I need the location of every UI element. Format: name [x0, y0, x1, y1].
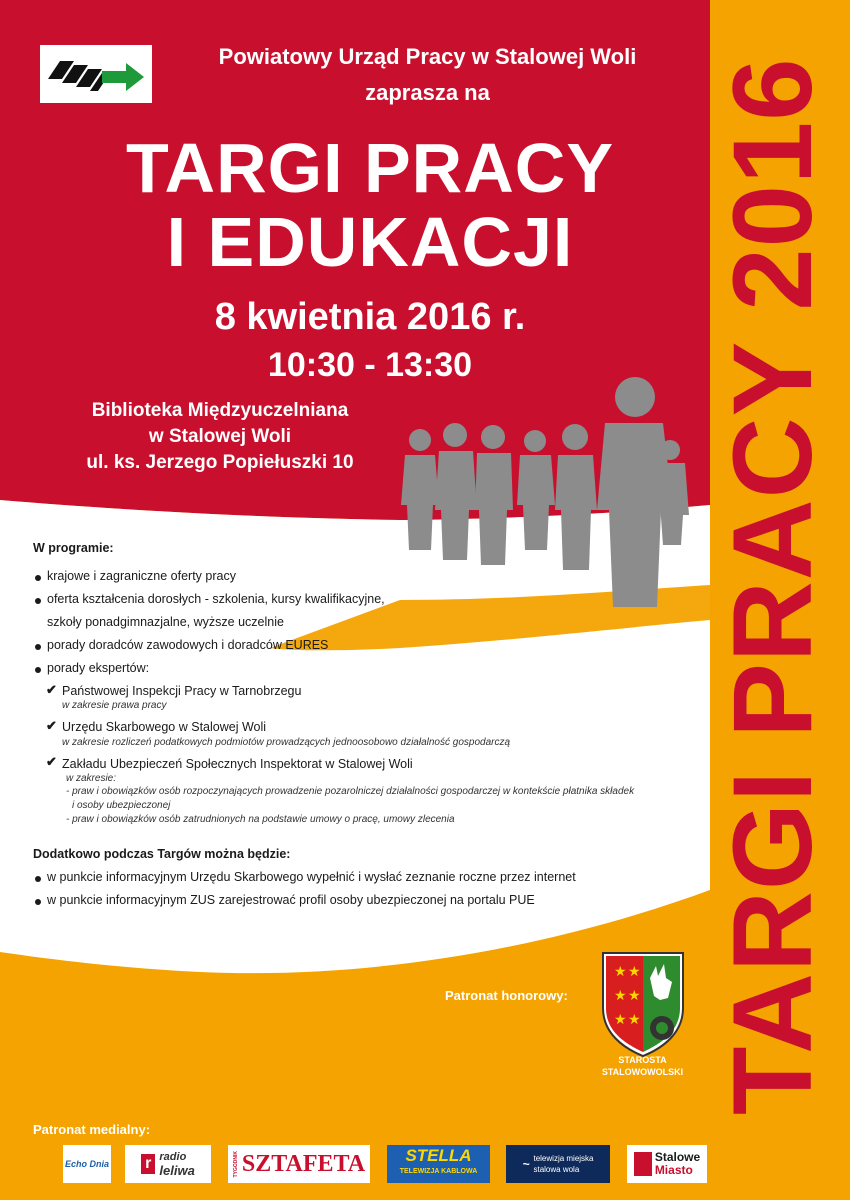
expert-note: w zakresie rozliczeń podatkowych podmiotów prowadzących jednoosobowo działalność gospodarczą	[62, 737, 511, 748]
program-item-continued: szkoły ponadgimnazjalne, wyższe uczelnie	[47, 615, 284, 629]
patron-name-line2: STALOWOWOLSKI	[601, 1067, 684, 1077]
event-hours: 10:30 - 13:30	[267, 346, 473, 384]
radio-r-icon: r	[141, 1154, 155, 1174]
stalowe-miasto-logo	[627, 1145, 707, 1183]
expert-name: Urzędu Skarbowego w Stalowej Woli	[62, 720, 267, 734]
expert-name: Zakładu Ubezpieczeń Społecznych Inspektorat w Stalowej Woli	[62, 757, 413, 771]
bullet-icon	[35, 598, 41, 604]
expert-note: w zakresie prawa pracy	[62, 700, 167, 711]
svg-text:★: ★	[628, 964, 641, 980]
event-date: 8 kwietnia 2016 r.	[214, 296, 526, 338]
expert-name: Państwowej Inspekcji Pracy w Tarnobrzegu	[62, 684, 302, 698]
radio-name: leliwa	[159, 1163, 195, 1178]
stella-subtext: TELEWIZJA KABLOWA	[399, 1168, 478, 1175]
patron-name-line1: STAROSTA	[618, 1055, 667, 1065]
echo-dnia-logo	[63, 1145, 111, 1183]
bullet-icon	[35, 876, 41, 882]
additional-item: w punkcie informacyjnym Urzędu Skarbowego wypełnić i wysłać zeznanie roczne przez internet	[47, 870, 576, 884]
radio-leliwa-logo	[125, 1145, 211, 1183]
program-item: porady ekspertów:	[47, 661, 150, 675]
checkmark-icon: ✔	[46, 754, 57, 769]
organizer-line: Powiatowy Urząd Pracy w Stalowej Woli	[218, 44, 637, 69]
labour-office-logo	[40, 45, 152, 103]
bullet-icon	[35, 899, 41, 905]
coat-of-arms-icon	[598, 948, 688, 1058]
sztafeta-small-text: TYGODNIK	[232, 1150, 239, 1178]
vertical-title: TARGI PRACY 2016	[710, 57, 835, 1115]
expert-detail: - praw i obowiązków osób zatrudnionych na podstawie umowy o pracę, umowy zlecenia	[66, 814, 455, 825]
venue-name: Biblioteka Międzyuczelniana	[91, 400, 349, 421]
checkmark-icon: ✔	[46, 682, 57, 697]
sztafeta-text: SZTAFETA	[241, 1150, 366, 1177]
honorary-patronage-label: Patronat honorowy:	[445, 988, 568, 1003]
program-item: krajowe i zagraniczne oferty pracy	[47, 569, 236, 583]
stalowe-line-1: Stalowe	[654, 1150, 701, 1164]
bullet-icon	[35, 575, 41, 581]
expert-detail: i osoby ubezpieczonej	[72, 800, 171, 811]
stella-text: STELLA	[405, 1146, 472, 1165]
additional-heading: Dodatkowo podczas Targów można będzie:	[33, 847, 291, 861]
expert-detail: - praw i obowiązków osób rozpoczynających prowadzenie pozarolniczej działalności gospodarczej w kontekście płatnika składek	[66, 786, 635, 797]
svg-text:★: ★	[614, 1012, 627, 1028]
tv-logo-icon: ~	[522, 1157, 530, 1171]
checkmark-icon: ✔	[46, 718, 57, 733]
venue-address: ul. ks. Jerzego Popiełuszki 10	[86, 452, 354, 473]
program-heading: W programie:	[33, 541, 114, 555]
people-silhouettes-icon	[395, 375, 690, 610]
program-item: oferta kształcenia dorosłych - szkolenia, kursy kwalifikacyjne,	[47, 592, 385, 606]
tv-line-1: telewizja miejska	[533, 1154, 594, 1163]
svg-text:★: ★	[614, 988, 627, 1004]
invite-line: zaprasza na	[365, 80, 490, 105]
echo-dnia-text: Echo Dnia	[64, 1159, 109, 1169]
program-item: porady doradców zawodowych i doradców EURES	[47, 638, 329, 652]
title-line-2: I EDUKACJI	[166, 203, 574, 281]
tv-line-2: stalowa wola	[533, 1165, 580, 1174]
bullet-icon	[35, 644, 41, 650]
additional-item: w punkcie informacyjnym ZUS zarejestrować profil osoby ubezpieczonej na portalu PUE	[47, 893, 535, 907]
radio-label: radio	[159, 1151, 187, 1163]
bullet-icon	[35, 667, 41, 673]
title-line-1: TARGI PRACY	[125, 129, 615, 207]
stalowe-miasto-icon	[634, 1152, 652, 1176]
tv-stalowa-wola-logo	[506, 1145, 610, 1183]
svg-text:★: ★	[628, 988, 641, 1004]
media-patronage-label: Patronat medialny:	[33, 1122, 151, 1137]
stalowe-line-2: Miasto	[654, 1163, 693, 1177]
svg-text:★: ★	[614, 964, 627, 980]
venue-city: w Stalowej Woli	[148, 426, 292, 447]
expert-note: w zakresie:	[66, 773, 117, 784]
sztafeta-logo	[228, 1145, 370, 1183]
stella-logo	[387, 1145, 490, 1183]
svg-text:★: ★	[628, 1012, 641, 1028]
